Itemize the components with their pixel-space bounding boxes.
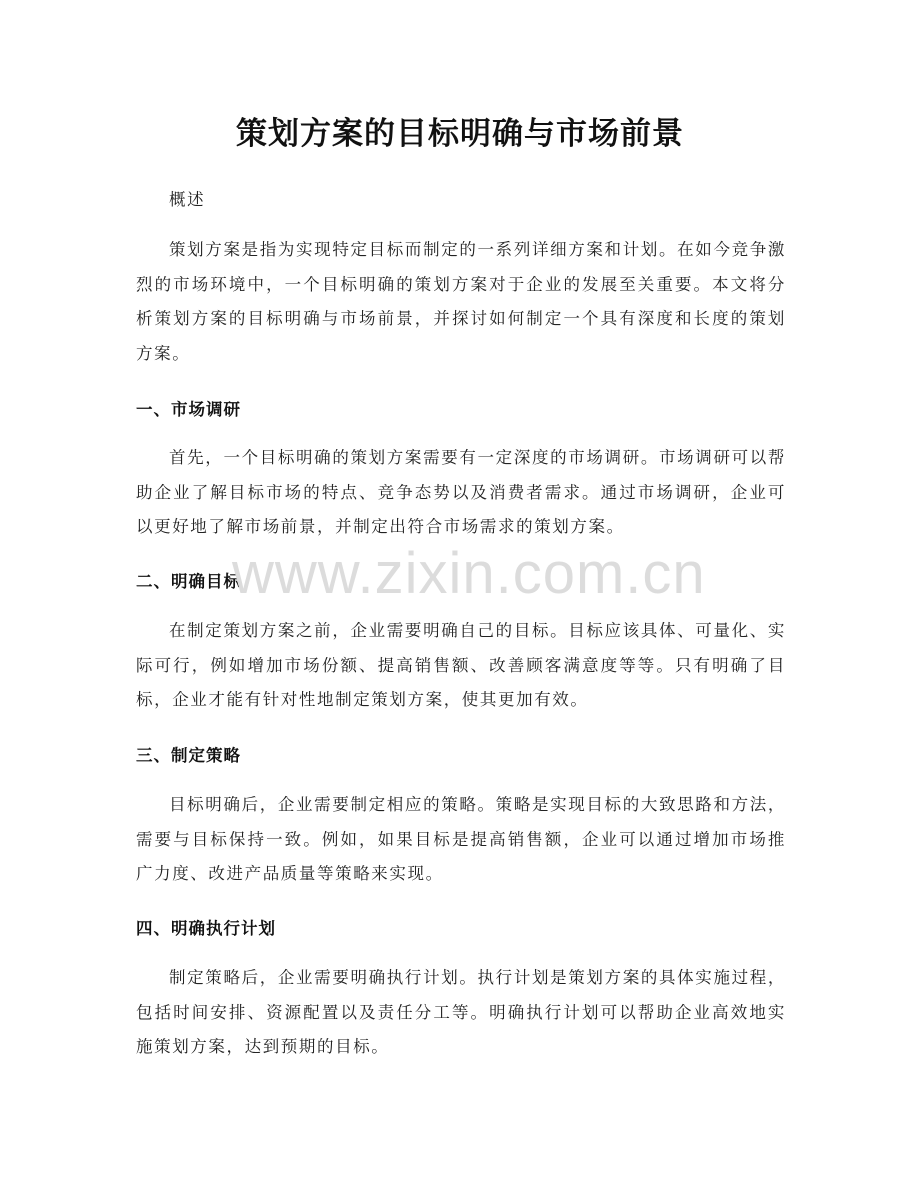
document-title: 策划方案的目标明确与市场前景 (236, 116, 684, 152)
intro-paragraph: 策划方案是指为实现特定目标而制定的一系列详细方案和计划。在如今竞争激烈的市场环境中，一个目标明确的策划方案对于企业的发展至关重要。本文将分析策划方案的目标明确与市场前景，并探讨如何制定一个具有深度和长度的策划方案。 (136, 240, 786, 363)
overview-label: 概述 (169, 190, 206, 209)
watermark: www.zixin.com.cn (232, 541, 706, 606)
section-body-market-research: 首先，一个目标明确的策划方案需要有一定深度的市场调研。市场调研可以帮助企业了解目标市场的特点、竞争态势以及消费者需求。通过市场调研，企业可以更好地了解市场前景，并制定出符合市场需求的策划方案。 (136, 448, 786, 536)
section-body-strategy: 目标明确后，企业需要制定相应的策略。策略是实现目标的大致思路和方法，需要与目标保持一致。例如，如果目标是提高销售额，企业可以通过增加市场推广力度、改进产品质量等策略来实现。 (136, 795, 786, 883)
section-heading-clear-goals: 二、明确目标 (136, 572, 241, 591)
section-heading-strategy: 三、制定策略 (136, 746, 241, 765)
section-body-execution-plan: 制定策略后，企业需要明确执行计划。执行计划是策划方案的具体实施过程，包括时间安排、资源配置以及责任分工等。明确执行计划可以帮助企业高效地实施策划方案，达到预期的目标。 (136, 968, 786, 1056)
section-heading-market-research: 一、市场调研 (136, 400, 241, 419)
section-heading-execution-plan: 四、明确执行计划 (136, 919, 276, 938)
section-body-clear-goals: 在制定策划方案之前，企业需要明确自己的目标。目标应该具体、可量化、实际可行，例如增加市场份额、提高销售额、改善顾客满意度等等。只有明确了目标，企业才能有针对性地制定策划方案，使其更加有效。 (136, 621, 786, 709)
